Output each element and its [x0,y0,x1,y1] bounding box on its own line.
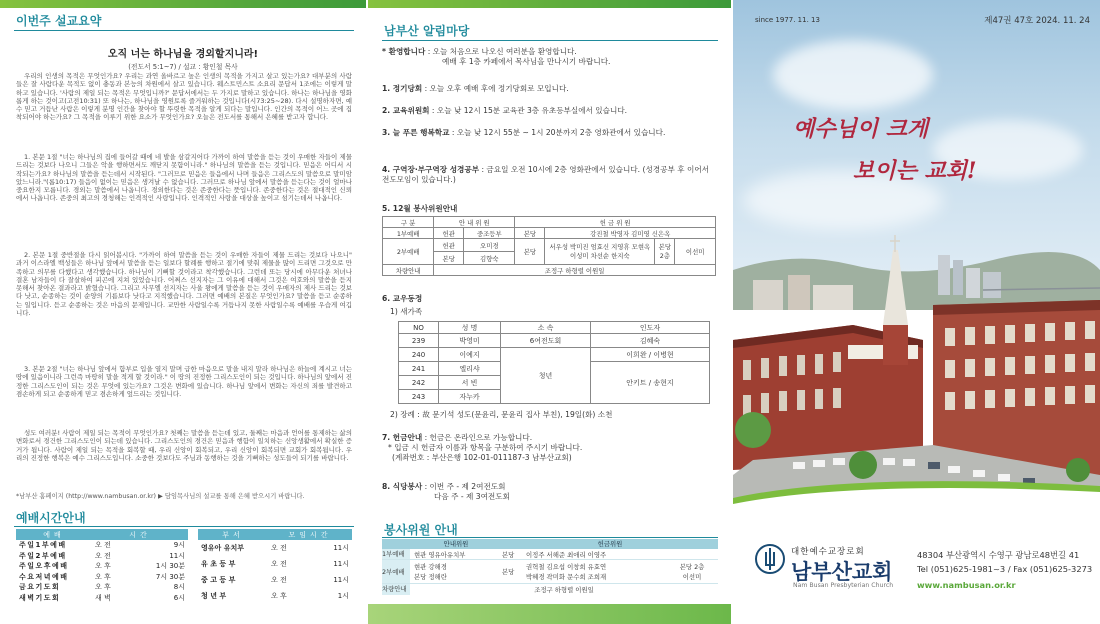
volunteer-section-title: 봉사위원 안내 [384,523,458,537]
notice-panel [368,0,731,624]
sermon-subtitle: (전도서 5:1~7) / 설교 : 황인철 목사 [128,63,238,71]
col-header: 시간 [92,529,188,540]
sermon-paragraph: 1. 본문 1절 "너는 하나님의 집에 들어갈 때에 네 발을 삼갈지어다 가까이 하여 말씀을 듣는 것이 우매한 자들이 제물 드리는 것보다 나으니 그들은 악을 행하면서도 깨닫지 못함이니라." 하나님의 말씀을 듣는 것입니다. 믿음은 어디서 시작되는가요? 하나님의 말씀을 듣는데서 시작된다. "그러므로 믿음은 들음에서 나며 들음은 그리스도의 말씀으로 말미암았느니라."(롬10:17) 들음이 없이는 믿음은 생겨날 수 없습니다. 그러므로 하나님 앞에서 말씀을 듣는다는 것이 얼마나 중요한지 모릅니다. 경외는 말씀에서 나옵니다. 경외한다는 것은 존중한다는 뜻입니다. 존중한다는 것은 절대적인 신뢰에서 나옵니다. 존중의 최고의 경청해는 인격적인 사랑입니다. 인격적인 사랑을 대상을 높이고 섬기는데서 나옵니다. [16,153,352,203]
notice-section-title: 남부산 알림마당 [384,24,470,38]
table-row: 2부예배 헌관 오미경 본당 서우성 박미진 엄효신 지영휴 모현옥 이성미 차선순 한지숙 본당 2층 이선미 [383,239,716,252]
worship-schedule-table [16,529,188,603]
meal-notice: 8. 식당봉사 : 이번 주 - 제 2여전도회 다음 주 - 제 3여전도회 [382,482,510,501]
church-building-illustration [733,230,1100,500]
table-row: 주일오후예배 오 후 1시 30분 [19,562,185,571]
table-row: 241 엘리샤 안키트 / 송현지 [399,362,710,376]
since-text: since 1977. 11. 13 [755,16,820,24]
table-row: 주일2부예배 오 전 11시 [19,551,185,560]
notice-item: 3. 늘 푸른 행복학교 : 오늘 낮 12시 55분 ~ 1시 20분까지 2층 영화관에서 있습니다. [382,128,666,137]
church-phone: Tel (051)625-1981~3 / Fax (051)625-3273 [917,564,1093,574]
col-header: 예배 [16,529,92,540]
issue-text: 제47권 47호 2024. 11. 24 [984,16,1090,26]
sermon-title: 오직 너는 하나님을 경외할지니라! [107,49,259,60]
slogan-line2: 보이는 교회! [853,158,977,184]
member-subtitle: 1) 새가족 [390,307,423,316]
table-row: 차량안내 조정구 하형렬 이원일 [383,265,716,276]
notice-item: 4. 구역장·부구역장 성경공부 : 금요일 오전 10시에 2층 영화관에서 있습니다. (성경공부 후 이어서 전도모임이 있습니다.) [382,165,709,184]
church-seal-logo [755,544,785,574]
table-row: 차량안내 조정구 하형렬 이원일 [382,585,594,594]
sermon-panel [0,0,366,624]
table-row: 금요기도회 오 후 8시 [19,583,185,592]
member-title: 6. 교우동정 [382,294,423,303]
green-wave-decoration [733,470,1100,520]
sermon-paragraph: 2. 본문 1절 중반절을 다시 읽어봅시다. "가까이 하여 말씀을 듣는 것이 우매한 자들이 제물 드리는 것보다 나으니" 과거 이스라엘 백성들은 하나님 앞에서 말씀을 듣는 일보다 할례를 행하고 절기에 맞춰 제물을 많이 드리면 그것으로 만족하고 의무를 다했다고 생각했습니다. 하나님이 기뻐할 것이라고 착각했습니다. 그런데 또는 당시에 아무다운 처녀나 결혼 남자들이 다 잘살하여 피곤에 지쳐 있었습니다. 어쩌스 선지자는 그 이유에 대해서 그것은 여호와의 말씀을 듣지 못해서 찾아온 결과라고 밝혔습니다. 그리고 사무엘 선지자는 사울 왕에게 말씀을 듣는 것이 우매자의 제사 드리는 것보다 낫고, 순종하는 것이 순양의 기름보다 낫다고 지적했습니다. 그러면 예배의 본질은 무엇인가요? 말씀을 듣고 순종하는 일입니다. 듣고 순종하는 것은 마음의 문제입니다. 교만한 사람일수록 거듭나지 못한 사람일수록 예배를 우습게 여깁니다. [16,251,352,318]
table-row: 242 서 빈 [399,376,710,390]
table-row: 영유아 유치부 오 전 11시 [201,544,349,552]
sermon-section-title: 이번주 설교요약 [16,14,102,28]
slogan-line1: 예수님이 크게 [793,116,929,142]
funeral-notice: 2) 장례 : 故 문기석 성도(문윤리, 문윤리 집사 부친), 19일(화) 소천 [390,410,613,419]
sermon-body [16,72,352,487]
table-row: 239 박영미 6여전도회 김혜숙 [399,334,710,348]
table-row: 240 이예지 청년 이희완 / 이병현 [399,348,710,362]
divider [382,537,718,538]
table-row: 1부예배 현관 영유아유치부 본당 이정주 서해준 최애리 이영주 [382,549,718,560]
church-name: 남부산교회 [791,560,893,584]
sermon-paragraph: 3. 본문 2절 "너는 하나님 앞에서 함부로 입을 열지 말며 급한 마음으로 말을 내지 말라 하나님은 하늘에 계시고 너는 땅에 있음이니라 그런즉 마땅히 말을 적게 할 것이라." 이 땅의 진정한 그리스도인이 되는 것입니다. 하나님의 앞에서 진정한 그리스도인이 되는 것은 무엇에 있는가요? 그것은 변화에 있습니다. 하나님 앞에서 변화는 자신의 죄를 발견하고 겸손하게 되고 순종하게 믿고 겸손하게 엎드리는 것입니다. [16,365,352,398]
divider [382,40,718,41]
sermon-paragraph: 우리의 인생의 목적은 무엇인가요? 우리는 과연 올바르고 높은 인생의 목적을 가지고 살고 있는가요? 대부분의 사람들은 잘 사람다운 목적도 없이 충동과 본능의 차원에서 살고 있습니다. 웨스트민스트 소요리 문답서 1조에는 이렇게 말하고 있습니다. '사람의 제일 되는 목적은 무엇입니까?' 문답서에서는 두 가지로 말하고 있습니다. 하나는 하나님을 영화롭게 하는 것이고(고전10:31) 또 하나는, 하나님을 영원토록 즐거워하는 것입니다(시73:25~28). 다시 설명하자면, 예수 믿고 거듭난 사람은 이렇게 분명 인간을 찾아야 할 뚜렷한 목적을 알게 되다는 말입니다. 인간의 목적이 어느 곳에 집착되어야 하는가요? 그 목적을 이루기 위한 요소가 무엇인가요? 오늘은 전도서를 통해서 은혜를 받고자 합니다. [16,72,352,122]
notice-item: 2. 교육위원회 : 오늘 낮 12시 15분 교육관 3층 유초등부실에서 있습니다. [382,106,628,115]
offering-notice: 7. 헌금안내 : 헌금은 온라인으로 가능합니다. * 입금 시 헌금자 이름과 항목을 구분하여 주시기 바랍니다. (계좌번호 : 부산은행 102-01-011187-3 남부산교회) [382,433,583,462]
church-address: 48304 부산광역시 수영구 광남로48번길 41 [917,550,1080,560]
church-website[interactable]: www.nambusan.or.kr [917,580,1016,590]
top-green-bar [0,0,366,8]
worship-section-title: 예배시간안내 [16,511,86,525]
table-row: 청 년 부 오 후 1시 [201,592,349,600]
table-row: 본당 김향숙 [383,252,716,265]
table-row: 유 초 등 부 오 전 11시 [201,560,349,568]
duty-title: 5. 12월 봉사위원안내 [382,204,458,213]
table-row: 수요저녁예배 오 후 7시 30분 [19,572,185,581]
top-green-bar [368,0,731,8]
table-row: 새벽기도회 새 벽 6시 [19,593,185,602]
homepage-note: *남부산 홈페이지 (http://www.nambusan.or.kr) ▶ 담임목사님의 설교를 통해 은혜 받으시기 바랍니다. [16,493,305,500]
new-members-table: NO 성 명 소 속 인도자 239 박영미 6여전도회 김혜숙 240 이예지 청년 이희완 / 이병현 241 엘리샤 안키트 / 송현지 242 서 빈 243 자누카 [398,321,710,404]
table-row: 2부예배 현관 강해경 본당 정해란 본당 권혁철 김요섭 이창희 유효연 박혜경 곽미화 문수희 조희재 본당 2층 이선미 [382,560,718,584]
cloud [773,40,933,110]
table-row: 주일1부예배 오 전 9시 [19,541,185,550]
duty-table: 구 분 안 내 위 원 헌 금 위 원 1부예배 헌관 중조등부 본당 강진철 박영자 김미영 신은옥 2부예배 헌관 오미경 본당 서우성 박미진 엄효신 지영휴 모현옥 이성미 차선순 한지숙 본당 2층 이선미 본당 김향숙 차량안내 조정구 하형렬 이원일 [382,216,716,276]
table-row: 243 자누카 [399,390,710,404]
church-name-en: Nam Busan Presbyterian Church [793,582,894,589]
cover-panel [733,0,1100,624]
bottom-green-bar [368,604,731,624]
denomination-name: 대한예수교장로회 [791,547,865,557]
welcome-notice: * 환영합니다 : 오늘 처음으로 나오신 여러분을 환영합니다. 예배 후 1층 카페에서 목사님을 만나시기 바랍니다. [382,47,611,66]
col-header: 부서 [198,529,268,540]
table-row: 1부예배 헌관 중조등부 본당 강진철 박영자 김미영 신은옥 [383,228,716,239]
divider [14,30,354,31]
department-schedule-table [198,529,352,604]
sermon-paragraph: 성도 여러분! 사람이 제일 되는 목적이 무엇인가요? 첫째는 말씀을 듣는데 있고, 둘째는 마음과 언어를 통제하는 삶의 변화로서 경건한 그리스도인이 되는데 있습니다. 그리스도인의 경건은 믿음과 행함이 일치하는 신앙생활에서 확실한 증거가 됩니다. 사람이 제일 되는 목적을 회복할 때, 우리 신앙이 회복되고, 우리 신앙이 회복되면 교회가 회복됩니다. 우리의 진정한 행복은 예수 그리스도입니다. 소중한 것보다도 주님과 동행하는 것을 기뻐하는 성도들이 되기를 바랍니다. [16,429,352,462]
col-header: 모임시간 [268,529,352,540]
divider [14,526,354,527]
notice-item: 1. 정기당회 : 오늘 오후 예배 후에 정기당회로 모입니다. [382,84,569,93]
table-row: 중 고 등 부 오 전 11시 [201,576,349,584]
volunteer-table: 안내위원 헌금위원 1부예배 현관 영유아유치부 본당 이정주 서해준 최애리 이영주 2부예배 현관 강해경 본당 정해란 본당 권혁철 김요섭 이창희 유효연 박혜경 곽미화 문수희 조희재 본당 2층 이선미 차량안내 조정구 하형렬 이원일 [382,539,718,595]
